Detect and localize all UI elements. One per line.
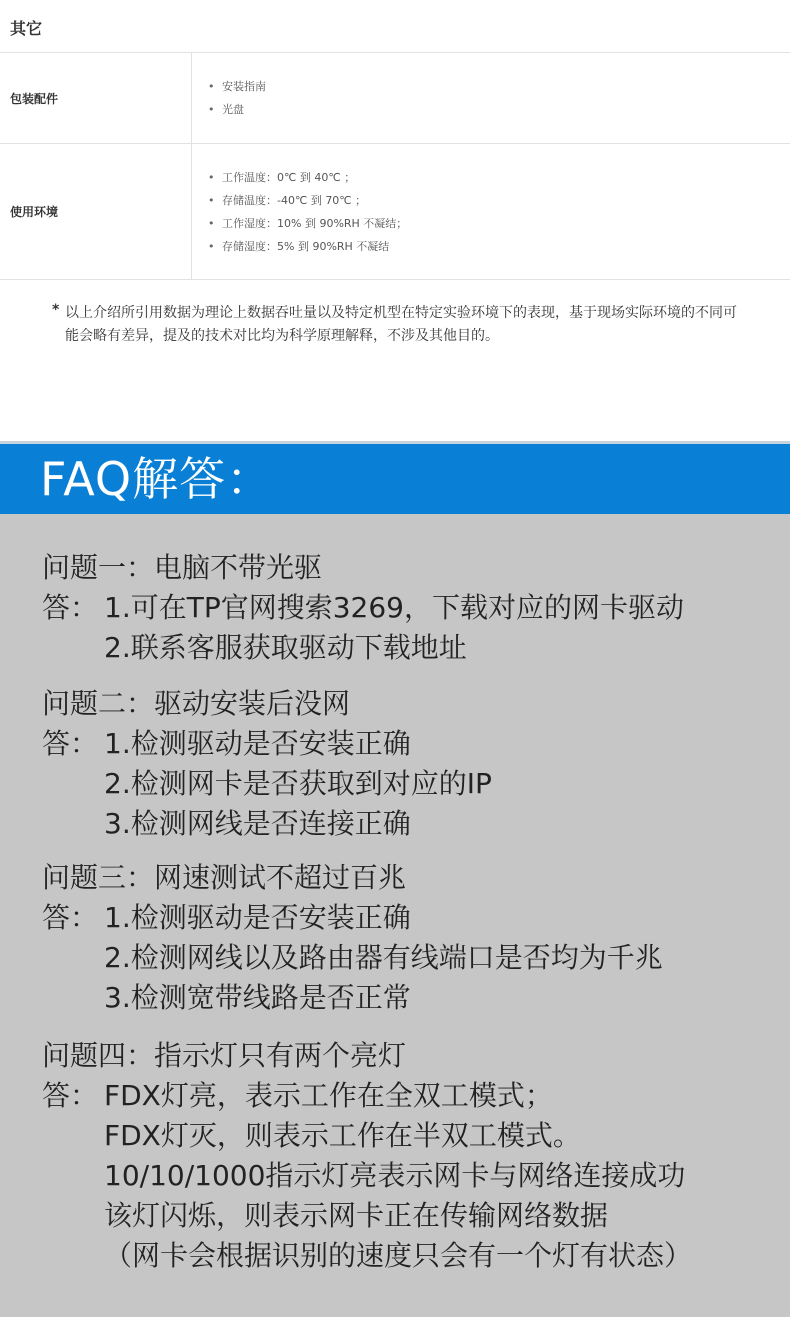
- faq-title: FAQ解答：: [40, 452, 274, 506]
- faq-item-4: [42, 1036, 782, 1276]
- faq-question: 问题二：驱动安装后没网: [42, 687, 351, 720]
- spec-table: [0, 52, 790, 280]
- answer-prefix: 答：: [42, 901, 99, 934]
- faq-answer-line: 2.联系客服获取驱动下载地址: [104, 631, 467, 664]
- spec-label: 包装配件: [0, 53, 192, 143]
- faq-question: 问题三：网速测试不超过百兆: [42, 861, 407, 894]
- faq-answer-line: [42, 898, 782, 938]
- faq-answer-line: 10/10/1000指示灯亮表示网卡与网络连接成功: [104, 1159, 686, 1192]
- faq-banner: [0, 444, 790, 514]
- faq-question: 问题四：指示灯只有两个亮灯: [42, 1039, 407, 1072]
- spec-values-list: [192, 53, 790, 143]
- answer-prefix: 答：: [42, 591, 99, 624]
- faq-body: [0, 514, 790, 1317]
- faq-answer-line: [42, 1076, 782, 1116]
- spec-value: • 存储湿度：5% 到 90%RH 不凝结: [222, 235, 790, 258]
- faq-answer-line: 2.检测网线以及路由器有线端口是否均为千兆: [104, 941, 663, 974]
- answer-text: 1.可在TP官网搜索3269，下载对应的网卡驱动: [104, 591, 684, 624]
- footnote-text: 以上介绍所引用数据为理论上数据吞吐量以及特定机型在特定实验环境下的表现，基于现场实际环境的不同可能会略有差异，提及的技术对比均为科学原理解释，不涉及其他目的。: [65, 305, 737, 344]
- spec-label: 使用环境: [0, 144, 192, 279]
- faq-answer-line: 2.检测网卡是否获取到对应的IP: [104, 767, 492, 800]
- faq-answer-line: 该灯闪烁，则表示网卡正在传输网络数据: [104, 1199, 609, 1232]
- spec-row-accessories: [0, 53, 790, 144]
- spec-value: • 存储温度：-40℃ 到 70℃ ；: [222, 189, 790, 212]
- footnote-asterisk: *: [52, 302, 60, 318]
- footnote: [52, 302, 745, 348]
- faq-answer-line: 3.检测宽带线路是否正常: [104, 981, 411, 1014]
- answer-text: 1.检测驱动是否安装正确: [104, 727, 411, 760]
- answer-prefix: 答：: [42, 727, 99, 760]
- faq-answer-line: [42, 588, 782, 628]
- faq-question: 问题一：电脑不带光驱: [42, 551, 323, 584]
- spec-value: • 工作湿度：10% 到 90%RH 不凝结；: [222, 212, 790, 235]
- spec-value: • 工作温度：0℃ 到 40℃ ；: [222, 166, 790, 189]
- faq-item-2: [42, 684, 782, 844]
- answer-text: FDX灯亮，表示工作在全双工模式；: [104, 1079, 553, 1112]
- faq-answer-line: 3.检测网线是否连接正确: [104, 807, 411, 840]
- answer-text: 1.检测驱动是否安装正确: [104, 901, 411, 934]
- faq-item-1: [42, 548, 782, 668]
- faq-item-3: [42, 858, 782, 1018]
- faq-answer-line: [42, 724, 782, 764]
- faq-answer-line: （网卡会根据识别的速度只会有一个灯有状态）: [104, 1239, 693, 1272]
- section-title: 其它: [10, 19, 43, 38]
- spec-row-environment: [0, 144, 790, 280]
- spec-value: • 安装指南: [222, 75, 790, 98]
- spec-value: • 光盘: [222, 98, 790, 121]
- answer-prefix: 答：: [42, 1079, 99, 1112]
- faq-answer-line: FDX灯灭，则表示工作在半双工模式。: [104, 1119, 581, 1152]
- spec-values-list: [192, 144, 790, 279]
